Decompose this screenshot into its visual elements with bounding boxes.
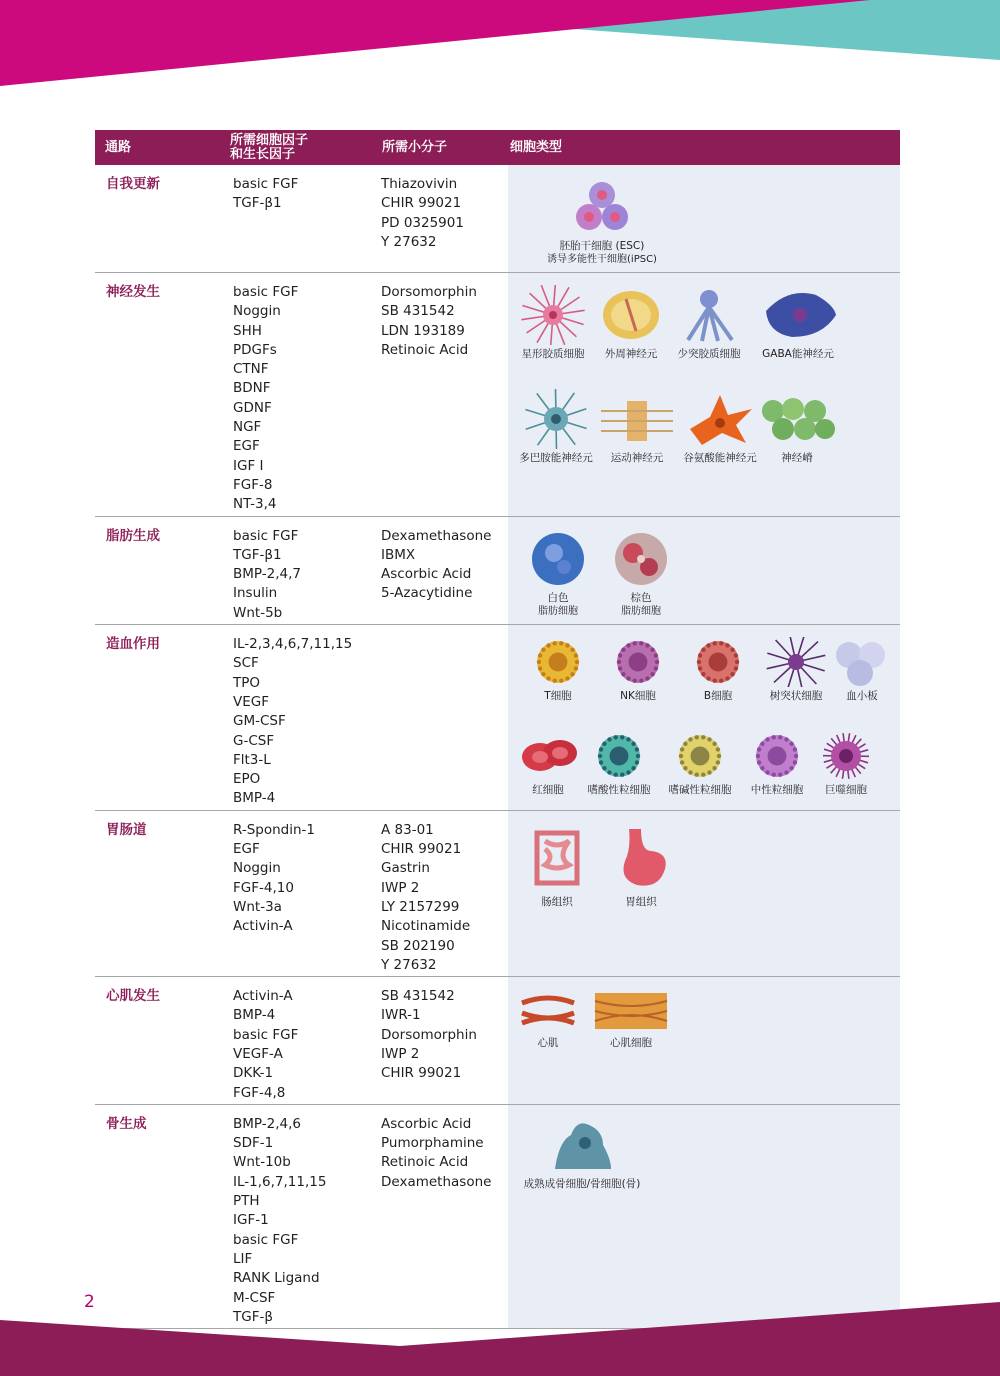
cell-type-label: 肠组织 xyxy=(541,895,573,908)
cell-type-label: 神经嵴 xyxy=(781,452,813,464)
header-factors: 所需细胞因子 和生长因子 xyxy=(221,130,369,165)
small-molecule: CHIR 99021 xyxy=(381,195,462,212)
cell-type-label: 少突胶质细胞 xyxy=(677,348,741,360)
cell-type-item xyxy=(678,637,758,703)
cell-illustration-icon xyxy=(827,637,897,687)
cell-type-label: 星形胶质细胞 xyxy=(521,348,585,360)
growth-factor: BMP-4 xyxy=(233,790,276,807)
growth-factor: VEGF xyxy=(233,693,269,710)
cell-illustration-icon xyxy=(761,637,831,687)
growth-factor: NGF xyxy=(233,419,262,436)
small-molecules-list xyxy=(369,165,508,273)
table-row xyxy=(95,165,900,273)
cell-illustration-icon xyxy=(757,389,837,449)
growth-factor: M-CSF xyxy=(233,1289,276,1306)
cell-type-grid xyxy=(508,523,900,618)
small-molecule: PD 0325901 xyxy=(381,214,464,231)
cell-type-grid xyxy=(508,817,900,909)
growth-factor: basic FGF xyxy=(233,1026,299,1043)
growth-factor: Activin-A xyxy=(233,988,293,1005)
small-molecule: Retinoic Acid xyxy=(381,341,469,358)
cell-illustration-icon xyxy=(567,177,637,237)
small-molecule: 5-Azacytidine xyxy=(381,585,473,602)
cell-type-item xyxy=(578,731,660,797)
cell-illustration-icon xyxy=(516,389,596,449)
growth-factor: basic FGF xyxy=(233,527,299,544)
cell-illustration-icon xyxy=(596,285,666,345)
footer-magenta-band xyxy=(0,1302,1000,1376)
small-molecule: Pumorphamine xyxy=(381,1135,484,1152)
cell-type-grid xyxy=(508,279,900,465)
cell-type-label: 多巴胺能神经元 xyxy=(519,452,593,464)
small-molecule: Y 27632 xyxy=(381,233,437,250)
growth-factor: EPO xyxy=(233,771,261,788)
cell-illustration-icon xyxy=(674,285,744,345)
cell-illustration-icon xyxy=(547,1117,617,1175)
cell-type-item xyxy=(748,285,848,361)
growth-factor: TPO xyxy=(233,674,261,691)
pathway-name: 脂肪生成 xyxy=(106,527,160,544)
cell-type-item xyxy=(834,637,890,703)
small-molecule: CHIR 99021 xyxy=(381,841,462,858)
growth-factor: Noggin xyxy=(233,860,281,877)
cell-type-item xyxy=(676,389,764,465)
cell-type-label: 心肌 xyxy=(537,1037,559,1050)
cell-type-item xyxy=(598,389,676,465)
growth-factor: FGF-4,10 xyxy=(233,879,294,896)
growth-factors-list xyxy=(221,625,369,811)
cell-type-item xyxy=(660,731,740,797)
growth-factor: VEGF-A xyxy=(233,1045,283,1062)
growth-factor: Flt3-L xyxy=(233,751,271,768)
growth-factor: Wnt-10b xyxy=(233,1154,291,1171)
growth-factor: CTNF xyxy=(233,361,269,378)
small-molecules-list xyxy=(369,273,508,517)
growth-factor: FGF-4,8 xyxy=(233,1084,286,1101)
cell-type-item xyxy=(514,389,598,465)
growth-factors-list xyxy=(221,977,369,1105)
small-molecule: Gastrin xyxy=(381,860,430,877)
cell-type-grid xyxy=(508,983,900,1050)
small-molecule: IWP 2 xyxy=(381,879,420,896)
growth-factor: RANK Ligand xyxy=(233,1270,320,1287)
cell-illustration-icon xyxy=(611,529,671,589)
cell-illustration-icon xyxy=(518,731,578,781)
cell-type-label: 嗜酸性粒细胞 xyxy=(587,784,651,797)
cell-type-grid xyxy=(508,631,900,797)
cell-illustration-icon xyxy=(533,637,583,687)
banner-magenta-band xyxy=(0,0,870,86)
cell-type-item xyxy=(518,731,578,797)
growth-factor: DKK-1 xyxy=(233,1065,274,1082)
growth-factor: GDNF xyxy=(233,399,272,416)
cell-types xyxy=(508,165,900,273)
small-molecule: Dexamethasone xyxy=(381,1173,492,1190)
cell-type-label-line2: 诱导多能性干细胞(iPSC) xyxy=(547,254,657,265)
pathway-name: 心肌发生 xyxy=(106,988,160,1005)
page-number: 2 xyxy=(84,1292,95,1312)
cell-type-label: 运动神经元 xyxy=(610,452,664,464)
growth-factor: basic FGF xyxy=(233,1231,299,1248)
cell-types xyxy=(508,977,900,1105)
small-molecules-list xyxy=(369,1104,508,1328)
cell-type-label: 血小板 xyxy=(846,690,878,703)
small-molecule: CHIR 99021 xyxy=(381,1065,462,1082)
growth-factor: Activin-A xyxy=(233,918,293,935)
header-cell-types: 细胞类型 xyxy=(508,130,900,165)
small-molecule: Thiazovivin xyxy=(381,176,458,192)
cell-type-label: 成熟成骨细胞/骨细胞(骨) xyxy=(523,1177,641,1190)
cell-type-label: 中性粒细胞 xyxy=(750,784,804,797)
cell-type-label: 心肌细胞 xyxy=(610,1037,652,1050)
growth-factor: SHH xyxy=(233,322,262,339)
table-row xyxy=(95,810,900,976)
growth-factor: SDF-1 xyxy=(233,1135,274,1152)
growth-factor: FGF-8 xyxy=(233,476,273,493)
cell-illustration-icon xyxy=(527,823,587,893)
cell-types xyxy=(508,810,900,976)
growth-factor: basic FGF xyxy=(233,284,299,300)
cell-illustration-icon xyxy=(816,731,876,781)
cell-illustration-icon xyxy=(594,731,644,781)
cell-illustration-icon xyxy=(611,823,671,893)
growth-factors-list xyxy=(221,810,369,976)
pathway-name: 自我更新 xyxy=(106,176,160,192)
cell-type-item xyxy=(592,823,690,909)
growth-factor: Wnt-3a xyxy=(233,898,282,915)
pathway-table xyxy=(95,130,900,1329)
small-molecule: IBMX xyxy=(381,546,416,563)
cell-illustration-icon xyxy=(513,285,593,345)
growth-factor: G-CSF xyxy=(233,732,275,749)
cell-type-item xyxy=(670,285,748,361)
table-row xyxy=(95,625,900,811)
cell-illustration-icon xyxy=(593,989,669,1034)
growth-factors-list xyxy=(221,1104,369,1328)
small-molecules-list xyxy=(369,516,508,624)
small-molecule: Ascorbic Acid xyxy=(381,566,472,583)
cell-type-item xyxy=(594,529,688,618)
cell-type-item xyxy=(514,285,592,361)
cell-type-label: 白色 xyxy=(547,591,569,604)
cell-type-label: NK细胞 xyxy=(620,690,656,703)
cell-type-item xyxy=(740,731,814,797)
cell-type-item xyxy=(522,823,592,909)
growth-factor: R-Spondin-1 xyxy=(233,821,315,838)
growth-factors-list xyxy=(221,165,369,273)
pathway-name: 造血作用 xyxy=(106,636,160,653)
growth-factor: EGF xyxy=(233,438,260,455)
small-molecules-list xyxy=(369,625,508,811)
top-banner xyxy=(0,0,1000,90)
small-molecule: Ascorbic Acid xyxy=(381,1115,472,1132)
growth-factor: BMP-4 xyxy=(233,1007,276,1024)
cell-types xyxy=(508,1104,900,1328)
cell-type-item xyxy=(814,731,878,797)
small-molecules-list xyxy=(369,977,508,1105)
growth-factor: BMP-2,4,7 xyxy=(233,566,301,583)
cell-illustration-icon xyxy=(518,989,578,1034)
growth-factor: NT-3,4 xyxy=(233,496,277,513)
cell-type-item xyxy=(576,989,686,1050)
small-molecule: Dorsomorphin xyxy=(381,284,477,300)
table-row xyxy=(95,516,900,624)
growth-factor: Noggin xyxy=(233,303,281,320)
growth-factor: Wnt-5b xyxy=(233,604,283,621)
growth-factor: GM-CSF xyxy=(233,713,286,730)
growth-factors-list xyxy=(221,273,369,517)
cell-type-label: 胃组织 xyxy=(625,895,657,908)
cell-type-item xyxy=(598,637,678,703)
growth-factor: basic FGF xyxy=(233,176,299,192)
cell-type-item xyxy=(512,1117,652,1191)
small-molecule: LDN 193189 xyxy=(381,322,465,339)
cell-illustration-icon xyxy=(613,637,663,687)
cell-type-label: B细胞 xyxy=(703,690,733,703)
cell-type-label: GABA能神经元 xyxy=(762,348,834,360)
growth-factor: BMP-2,4,6 xyxy=(233,1115,301,1132)
cell-type-label: 嗜碱性粒细胞 xyxy=(668,784,732,797)
small-molecule: Nicotinamide xyxy=(381,918,471,935)
small-molecule: A 83-01 xyxy=(381,821,434,838)
growth-factor: PTH xyxy=(233,1193,260,1210)
cell-type-label: 树突状细胞 xyxy=(769,690,823,703)
cell-illustration-icon xyxy=(680,389,760,449)
cell-type-item xyxy=(592,285,670,361)
growth-factors-list xyxy=(221,516,369,624)
small-molecule: SB 431542 xyxy=(381,988,455,1005)
growth-factor: BDNF xyxy=(233,380,271,397)
cell-illustration-icon xyxy=(693,637,743,687)
small-molecule: LY 2157299 xyxy=(381,898,460,915)
cell-illustration-icon xyxy=(675,731,725,781)
pathway-name: 胃肠道 xyxy=(106,821,147,838)
cell-type-label: 红细胞 xyxy=(532,784,564,797)
cell-type-label-line2: 脂肪细胞 xyxy=(621,605,661,617)
cell-type-label: 巨噬细胞 xyxy=(825,784,867,797)
footer-band xyxy=(0,1296,1000,1376)
cell-type-grid xyxy=(508,171,900,266)
small-molecules-list xyxy=(369,810,508,976)
small-molecule: SB 202190 xyxy=(381,937,455,954)
growth-factor: EGF xyxy=(233,841,260,858)
pathway-name: 神经发生 xyxy=(106,284,160,300)
cell-type-item xyxy=(764,389,830,465)
header-small-molecules: 所需小分子 xyxy=(369,130,508,165)
growth-factor: PDGFs xyxy=(233,341,277,358)
growth-factor: IL-2,3,4,6,7,11,15 xyxy=(233,636,353,653)
growth-factor: TGF-β1 xyxy=(233,195,282,212)
cell-illustration-icon xyxy=(758,285,838,345)
growth-factor: TGF-β1 xyxy=(233,546,282,563)
growth-factor: SCF xyxy=(233,655,259,672)
header-pathway: 通路 xyxy=(95,130,221,165)
growth-factor: IGF-1 xyxy=(233,1212,269,1229)
cell-types xyxy=(508,625,900,811)
small-molecule: SB 431542 xyxy=(381,303,455,320)
table-row xyxy=(95,977,900,1105)
cell-type-item xyxy=(522,529,594,618)
table-row xyxy=(95,1104,900,1328)
cell-illustration-icon xyxy=(752,731,802,781)
cell-types xyxy=(508,516,900,624)
cell-type-label: 胚胎干细胞 (ESC) xyxy=(559,240,645,252)
cell-type-grid xyxy=(508,1111,900,1191)
small-molecule: Retinoic Acid xyxy=(381,1154,469,1171)
growth-factor: IL-1,6,7,11,15 xyxy=(233,1173,327,1190)
cell-illustration-icon xyxy=(528,529,588,589)
small-molecule: Dexamethasone xyxy=(381,527,492,544)
cell-type-item xyxy=(520,989,576,1050)
growth-factor: IGF I xyxy=(233,457,264,474)
cell-type-label: T细胞 xyxy=(544,690,572,703)
cell-type-label: 外周神经元 xyxy=(604,348,658,360)
cell-types xyxy=(508,273,900,517)
cell-type-item xyxy=(518,637,598,703)
cell-type-label: 棕色 xyxy=(630,591,652,604)
pathway-name: 骨生成 xyxy=(106,1115,147,1132)
cell-type-label-line2: 脂肪细胞 xyxy=(538,605,578,617)
small-molecule: Y 27632 xyxy=(381,956,437,973)
cell-type-item xyxy=(532,177,672,266)
growth-factor: TGF-β xyxy=(233,1308,273,1325)
cell-type-item xyxy=(758,637,834,703)
small-molecule: Dorsomorphin xyxy=(381,1026,477,1043)
table-header-row xyxy=(95,130,900,165)
cell-type-label: 谷氨酸能神经元 xyxy=(683,452,757,464)
table-row xyxy=(95,273,900,517)
growth-factor: LIF xyxy=(233,1250,253,1267)
growth-factor: Insulin xyxy=(233,585,278,602)
small-molecule: IWR-1 xyxy=(381,1007,421,1024)
small-molecule: IWP 2 xyxy=(381,1045,420,1062)
cell-illustration-icon xyxy=(597,389,677,449)
